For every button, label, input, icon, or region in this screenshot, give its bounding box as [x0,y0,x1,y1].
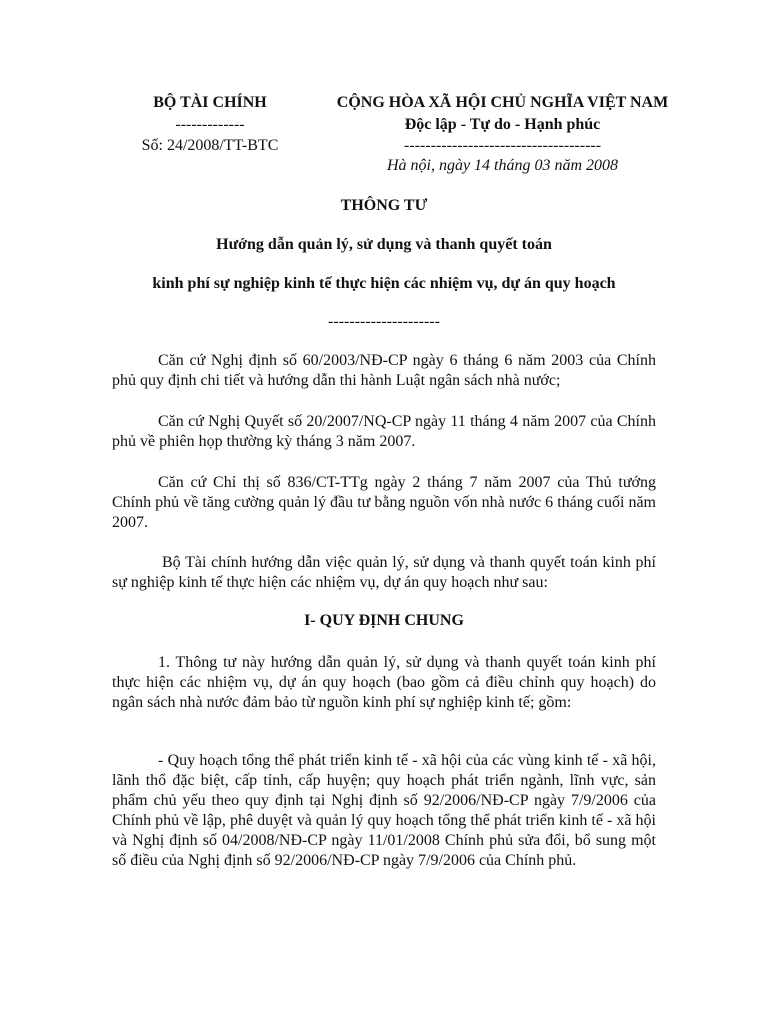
preamble-paragraph: Căn cứ Chỉ thị số 836/CT-TTg ngày 2 tháng 7 năm 2007 của Thủ tướng Chính phủ về tăng cường quản lý đầu tư bằng nguồn vốn nhà nước 6 tháng cuối năm 2007. [112,474,656,531]
national-motto: Độc lập - Tự do - Hạnh phúc [404,116,601,133]
preamble-paragraph: Căn cứ Nghị định số 60/2003/NĐ-CP ngày 6 tháng 6 năm 2003 của Chính phủ quy định chi tiết và hướng dẫn thi hành Luật ngân sách nhà nước; [112,352,656,389]
section-heading: I- QUY ĐỊNH CHUNG [304,612,464,629]
preamble-paragraph: Bộ Tài chính hướng dẫn việc quản lý, sử dụng và thanh quyết toán kinh phí sự nghiệp kinh tế thực hiện các nhiệm vụ, dự án quy hoạch như sau: [112,554,656,591]
country-name: CỘNG HÒA XÃ HỘI CHỦ NGHĨA VIỆT NAM [336,94,669,111]
section-bullet: - Quy hoạch tổng thể phát triển kinh tế - xã hội của các vùng kinh tế - xã hội, lãnh thổ đặc biệt, cấp tỉnh, cấp huyện; quy hoạch phát triển ngành, lĩnh vực, sản phẩm chủ yếu theo quy định tại Nghị định số 92/2006/NĐ-CP ngày 7/9/2006 của Chính phủ về lập, phê duyệt và quản lý quy hoạch tổng thể phát triển kinh tế - xã hội và Nghị định số 04/2008/NĐ-CP ngày 11/01/2008 Chính phủ sửa đổi, bổ sung một số điều của Nghị định số 92/2006/NĐ-CP ngày 7/9/2006 của Chính phủ. [112,752,656,869]
document-type: THÔNG TƯ [340,197,428,214]
place-and-date: Hà nội, ngày 14 tháng 03 năm 2008 [386,157,619,174]
ministry-divider: ------------- [175,116,245,133]
section-item: 1. Thông tư này hướng dẫn quản lý, sử dụng và thanh quyết toán kinh phí thực hiện các nhiệm vụ, dự án quy hoạch (bao gồm cả điều chỉnh quy hoạch) do ngân sách nhà nước đảm bảo từ nguồn kinh phí sự nghiệp kinh tế; gồm: [112,654,656,711]
subject-line-2: kinh phí sự nghiệp kinh tế thực hiện các nhiệm vụ, dự án quy hoạch [152,275,616,292]
motto-divider: ------------------------------------- [403,137,602,154]
document-number: Số: 24/2008/TT-BTC [141,137,279,154]
subject-line-1: Hướng dẫn quản lý, sử dụng và thanh quyết toán [216,236,552,253]
ministry-name: BỘ TÀI CHÍNH [153,94,267,111]
preamble-paragraph: Căn cứ Nghị Quyết số 20/2007/NQ-CP ngày 11 tháng 4 năm 2007 của Chính phủ về phiên họp thường kỳ tháng 3 năm 2007. [112,413,656,450]
title-divider: --------------------- [328,313,440,330]
